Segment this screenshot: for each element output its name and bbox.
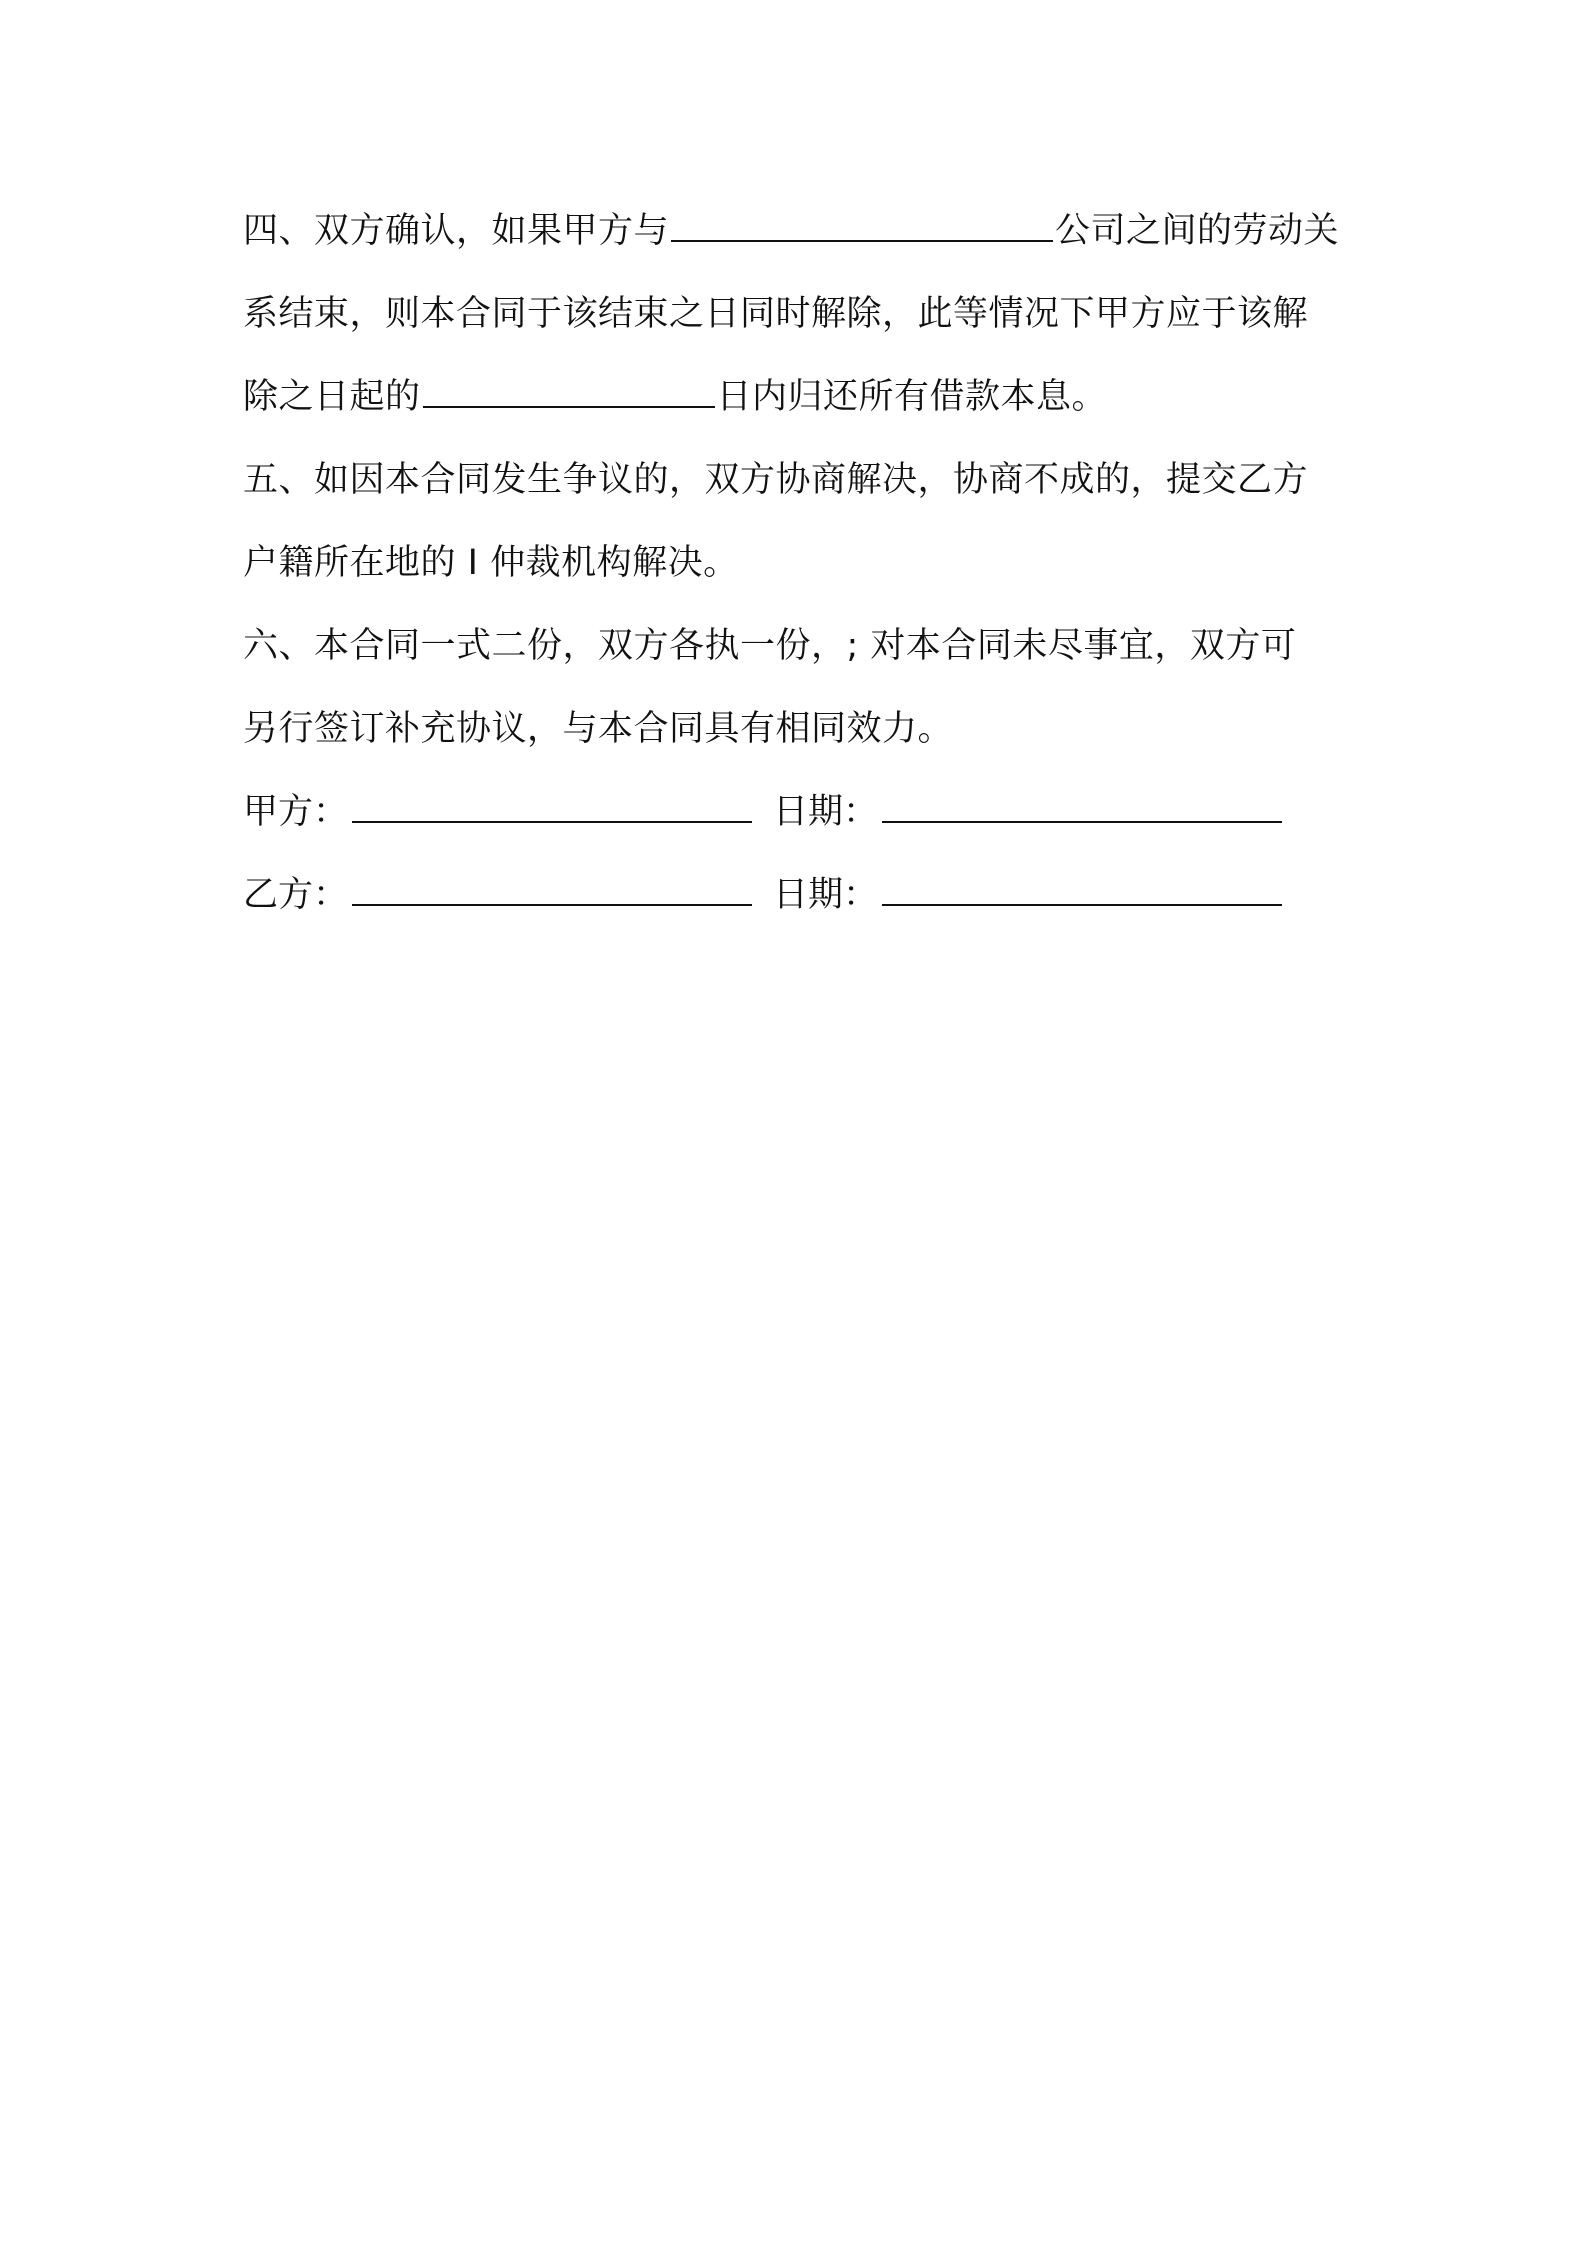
party-b-date — [773, 854, 1282, 937]
party-a-label: 甲方： — [243, 792, 349, 832]
clause-four — [243, 190, 1353, 439]
clause-five-line-1: 五、如因本合同发生争议的，双方协商解决，协商不成的，提交乙方 — [243, 460, 1309, 500]
company-name-blank[interactable] — [671, 214, 1053, 242]
signature-row-party-a — [243, 771, 1353, 854]
party-a-date-blank[interactable] — [882, 795, 1282, 823]
party-b-signature — [243, 854, 773, 937]
signature-row-party-b — [243, 854, 1353, 937]
clause-six — [243, 605, 1353, 771]
party-a-signature — [243, 771, 773, 854]
clause-four-line-3 — [243, 356, 1353, 439]
party-a-date-label: 日期： — [773, 792, 879, 832]
party-b-date-label: 日期： — [773, 875, 879, 915]
clause-four-text-c: 除之日起的 — [243, 377, 421, 417]
contract-body — [243, 190, 1353, 937]
clause-four-line-2: 系结束，则本合同于该结束之日同时解除，此等情况下甲方应于该解 — [243, 294, 1309, 334]
clause-six-line-2: 另行签订补充协议，与本合同具有相同效力。 — [243, 709, 954, 749]
party-b-signature-blank[interactable] — [352, 878, 752, 906]
clause-five — [243, 439, 1353, 605]
party-a-signature-blank[interactable] — [352, 795, 752, 823]
clause-four-text-a: 四、双方确认，如果甲方与 — [243, 211, 670, 251]
clause-six-line-1: 六、本合同一式二份，双方各执一份，; 对本合同未尽事宜，双方可 — [243, 626, 1297, 666]
clause-four-text-b: 公司之间的劳动关 — [1055, 211, 1340, 251]
clause-four-text-d: 日内归还所有借款本息。 — [716, 377, 1108, 417]
repayment-days-blank[interactable] — [423, 380, 715, 408]
clause-four-line-1 — [243, 190, 1353, 273]
clause-five-line-2: 户籍所在地的 I 仲裁机构解决。 — [243, 543, 739, 583]
party-b-date-blank[interactable] — [882, 878, 1282, 906]
party-a-date — [773, 771, 1282, 854]
party-b-label: 乙方： — [243, 875, 349, 915]
